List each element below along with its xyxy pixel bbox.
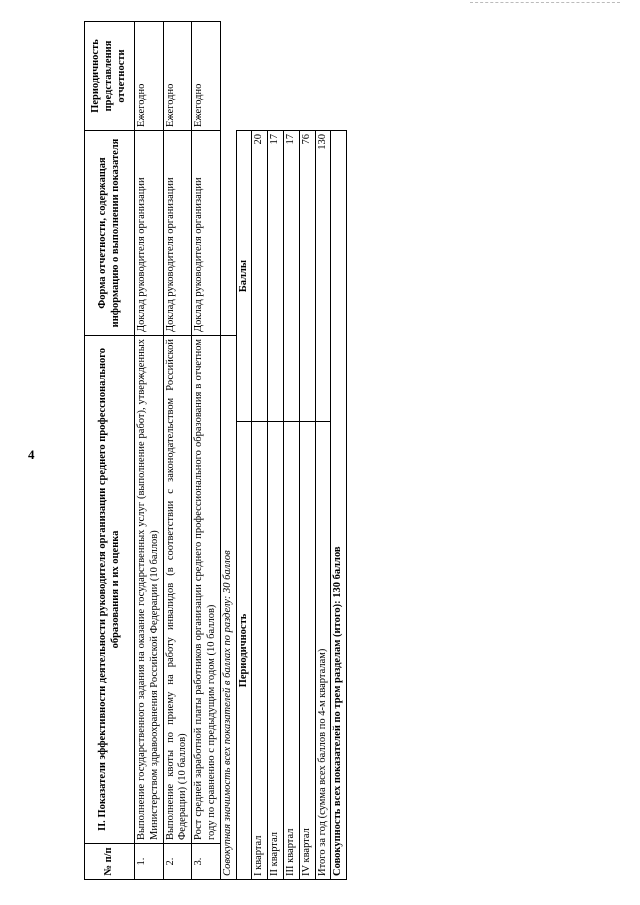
- quarter-points: 20: [252, 131, 268, 422]
- row-number: 3.: [192, 844, 221, 880]
- indicators-table: [84, 21, 347, 880]
- row-number: 1.: [135, 844, 164, 880]
- quarter-points: 17: [268, 131, 284, 422]
- row-frequency: Ежегодно: [135, 22, 164, 131]
- table-row: [192, 22, 221, 880]
- quarter-label: II квартал: [268, 422, 284, 880]
- header-frequency: Периодичность представления отчетности: [85, 22, 135, 131]
- year-total-row: [315, 22, 331, 880]
- row-frequency: Ежегодно: [163, 22, 192, 131]
- quarter-row: [268, 22, 284, 880]
- table-row: [135, 22, 164, 880]
- quarter-row: [252, 22, 268, 880]
- quarter-row: [299, 22, 315, 880]
- quarter-points: 76: [299, 131, 315, 422]
- quarter-label: IV квартал: [299, 422, 315, 880]
- row-indicator: Выполнение государственного задания на оказание государственных услуг (выполнение работ), утвержденных Министерством здравоохранения Российской Федерации (10 баллов): [135, 336, 164, 844]
- scan-edge-line: [470, 2, 620, 3]
- periodicity-header: Периодичность: [236, 422, 252, 880]
- row-report-form: Доклад руководителя организации: [135, 131, 164, 336]
- periodicity-header-row: [236, 22, 252, 880]
- quarter-points: 17: [283, 131, 299, 422]
- grand-total-row: [331, 22, 347, 880]
- table-row: [163, 22, 192, 880]
- year-total-points: 130: [315, 131, 331, 422]
- row-number: 2.: [163, 844, 192, 880]
- page-number: 4: [28, 447, 35, 462]
- row-frequency: Ежегодно: [192, 22, 221, 131]
- header-section-title: II. Показатели эффективности деятельности руководителя организации среднего профессионального образования и их оценка: [85, 336, 135, 844]
- row-report-form: Доклад руководителя организации: [163, 131, 192, 336]
- row-indicator: Рост средней заработной платы работников организации среднего профессионального образования в отчетном году по сравнению с предыдущим годом (10 баллов): [192, 336, 221, 844]
- header-num: № п/п: [85, 844, 135, 880]
- row-indicator: Выполнение квоты по приему на работу инвалидов (в соответствии с законодательством Российской Федерации) (10 баллов): [163, 336, 192, 844]
- row-report-form: Доклад руководителя организации: [192, 131, 221, 336]
- points-header: Баллы: [236, 131, 252, 422]
- header-report-form: Форма отчетности, содержащая информацию о выполнении показателя: [85, 131, 135, 336]
- year-total-label: Итого за год (сумма всех баллов по 4-м кварталам): [315, 422, 331, 880]
- grand-total: Совокупность всех показателей по трем разделам (итого): 130 баллов: [331, 131, 347, 880]
- section-summary-row: [220, 22, 236, 880]
- rotated-content: [84, 22, 374, 880]
- section-summary: Совокупная значимость всех показателей в баллах по разделу: 30 баллов: [220, 336, 236, 880]
- quarter-label: III квартал: [283, 422, 299, 880]
- quarter-row: [283, 22, 299, 880]
- quarter-label: I квартал: [252, 422, 268, 880]
- table-header-row: [85, 22, 135, 880]
